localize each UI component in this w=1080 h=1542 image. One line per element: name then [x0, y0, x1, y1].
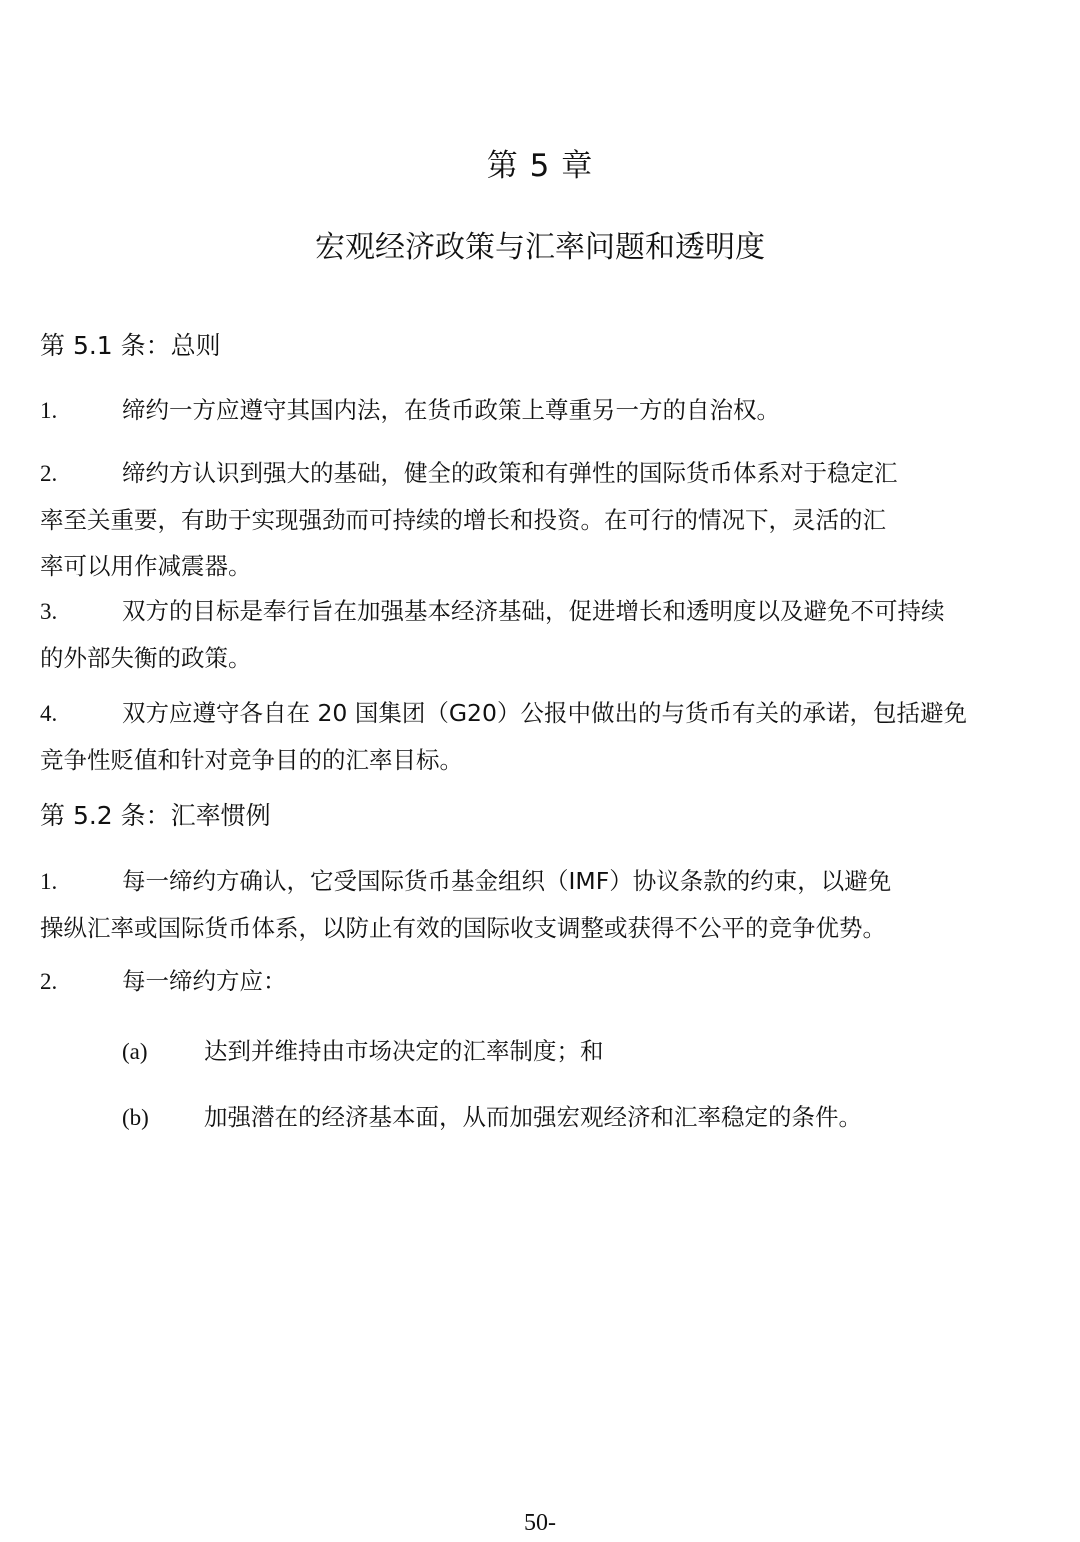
article-heading: 第 5.2 条：汇率惯例 [40, 801, 271, 830]
sub-item-label: (a) [122, 1039, 148, 1064]
paragraph-text: 的外部失衡的政策。 [40, 644, 252, 672]
article-heading: 第 5.1 条：总则 [40, 331, 221, 360]
paragraph-text: 率至关重要，有助于实现强劲而可持续的增长和投资。在可行的情况下，灵活的汇 [40, 506, 886, 534]
paragraph [40, 690, 1070, 783]
paragraph-text: 每一缔约方应： [122, 967, 287, 995]
paragraph [40, 450, 1070, 589]
paragraph-number: 4. [40, 701, 58, 726]
paragraph-text: 双方的目标是奉行旨在加强基本经济基础，促进增长和透明度以及避免不可持续 [122, 597, 945, 625]
paragraph-text: 缔约方认识到强大的基础，健全的政策和有弹性的国际货币体系对于稳定汇 [122, 459, 898, 487]
sub-item-text: 达到并维持由市场决定的汇率制度；和 [204, 1037, 604, 1065]
paragraph-number: 2. [40, 461, 58, 486]
paragraph [40, 958, 1070, 1005]
paragraph-text: 双方应遵守各自在 20 国集团（G20）公报中做出的与货币有关的承诺，包括避免 [122, 699, 967, 727]
chapter-title: 第 5 章 [486, 148, 594, 184]
sub-item-label: (b) [122, 1105, 149, 1130]
paragraph-text: 缔约一方应遵守其国内法，在货币政策上尊重另一方的自治权。 [122, 396, 780, 424]
paragraph [40, 387, 1070, 434]
paragraph-text: 操纵汇率或国际货币体系，以防止有效的国际收支调整或获得不公平的竞争优势。 [40, 914, 886, 942]
sub-item [122, 1098, 862, 1132]
paragraph [40, 858, 1070, 951]
paragraph-text: 每一缔约方确认，它受国际货币基金组织（IMF）协议条款的约束，以避免 [122, 867, 892, 895]
page-number: 50- [524, 1510, 556, 1536]
paragraph-number: 1. [40, 398, 58, 423]
paragraph-text: 率可以用作减震器。 [40, 552, 252, 580]
paragraph-number: 2. [40, 969, 58, 994]
paragraph-number: 1. [40, 869, 58, 894]
chapter-subtitle: 宏观经济政策与汇率问题和透明度 [315, 230, 765, 265]
paragraph-number: 3. [40, 599, 58, 624]
paragraph [40, 588, 1070, 681]
sub-item [122, 1032, 604, 1066]
sub-item-text: 加强潜在的经济基本面，从而加强宏观经济和汇率稳定的条件。 [204, 1103, 862, 1131]
paragraph-text: 竞争性贬值和针对竞争目的的汇率目标。 [40, 746, 463, 774]
